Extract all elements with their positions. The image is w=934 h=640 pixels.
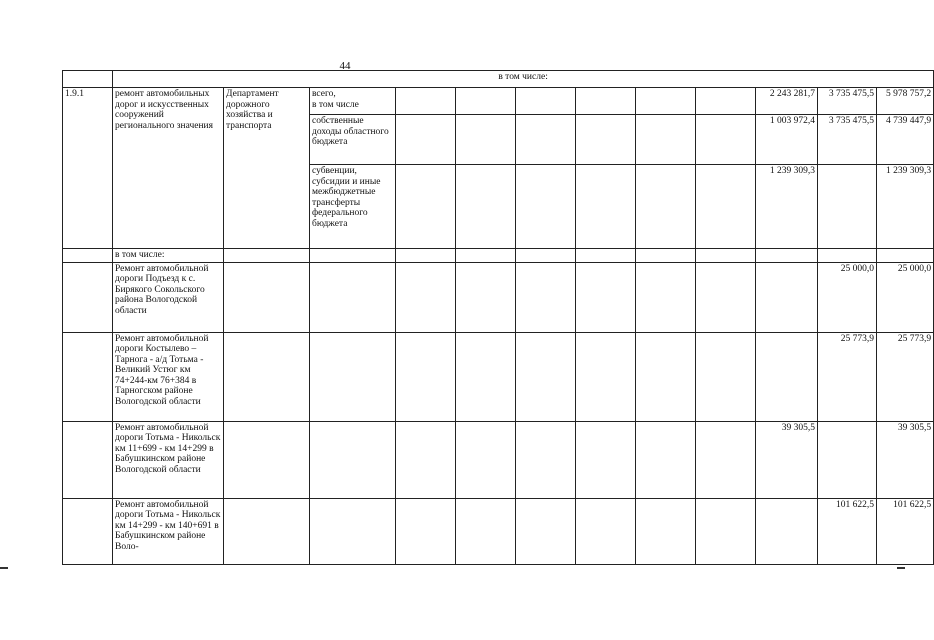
sub-item-name: Ремонт автомобильной дороги Костылево – Тарнога - а/д Тотьма - Великий Устюг км 74+244-км 76+384 в Тарногском районе Вологодской области <box>113 332 224 421</box>
table-row <box>63 88 934 115</box>
value-cell: 1 239 309,3 <box>877 165 934 249</box>
value-cell: 25 773,9 <box>818 332 877 421</box>
header-in-including: в том числе: <box>113 71 934 88</box>
source-label: собственные доходы областного бюджета <box>310 115 396 165</box>
value-cell: 25 000,0 <box>818 262 877 332</box>
sub-header-label: в том числе: <box>113 249 224 263</box>
header-cell-empty <box>63 71 113 88</box>
source-label: субвенции, субсидии и иные межбюджетные трансферты федерального бюджета <box>310 165 396 249</box>
value-cell: 2 243 281,7 <box>756 88 818 115</box>
sub-item-name: Ремонт автомобильной дороги Тотьма - Никольск км 14+299 - км 140+691 в Бабушкинском районе Воло- <box>113 498 224 564</box>
sub-item-name: Ремонт автомобильной дороги Подъезд к с. Бирякого Сокольского района Вологодской области <box>113 262 224 332</box>
value-cell: 39 305,5 <box>877 421 934 498</box>
value-cell: 5 978 757,2 <box>877 88 934 115</box>
value-cell <box>756 332 818 421</box>
sub-item-name: Ремонт автомобильной дороги Тотьма - Никольск км 11+699 - км 14+299 в Бабушкинском районе Вологодской области <box>113 421 224 498</box>
table-row <box>63 262 934 332</box>
value-cell: 3 735 475,5 <box>818 115 877 165</box>
subheader-row <box>63 249 934 263</box>
value-cell: 39 305,5 <box>756 421 818 498</box>
item-code: 1.9.1 <box>63 88 113 249</box>
item-name: ремонт автомобильных дорог и искусственных сооружений регионального значения <box>113 88 224 249</box>
table-row <box>63 498 934 564</box>
value-cell: 101 622,5 <box>877 498 934 564</box>
table-row <box>63 421 934 498</box>
source-label: всего, в том числе <box>310 88 396 115</box>
value-cell: 1 003 972,4 <box>756 115 818 165</box>
value-cell <box>756 498 818 564</box>
value-cell: 25 000,0 <box>877 262 934 332</box>
value-cell <box>756 262 818 332</box>
value-cell: 4 739 447,9 <box>877 115 934 165</box>
page-number: 44 <box>339 60 351 72</box>
value-cell: 101 622,5 <box>818 498 877 564</box>
header-row <box>63 71 934 88</box>
scan-edge-mark <box>0 567 8 569</box>
value-cell: 25 773,9 <box>877 332 934 421</box>
table-row <box>63 332 934 421</box>
value-cell: 1 239 309,3 <box>756 165 818 249</box>
item-executor: Департамент дорожного хозяйства и транспорта <box>224 88 310 249</box>
value-cell: 3 735 475,5 <box>818 88 877 115</box>
scan-edge-mark <box>897 567 905 569</box>
budget-table <box>62 70 934 565</box>
value-cell <box>818 421 877 498</box>
value-cell <box>818 165 877 249</box>
